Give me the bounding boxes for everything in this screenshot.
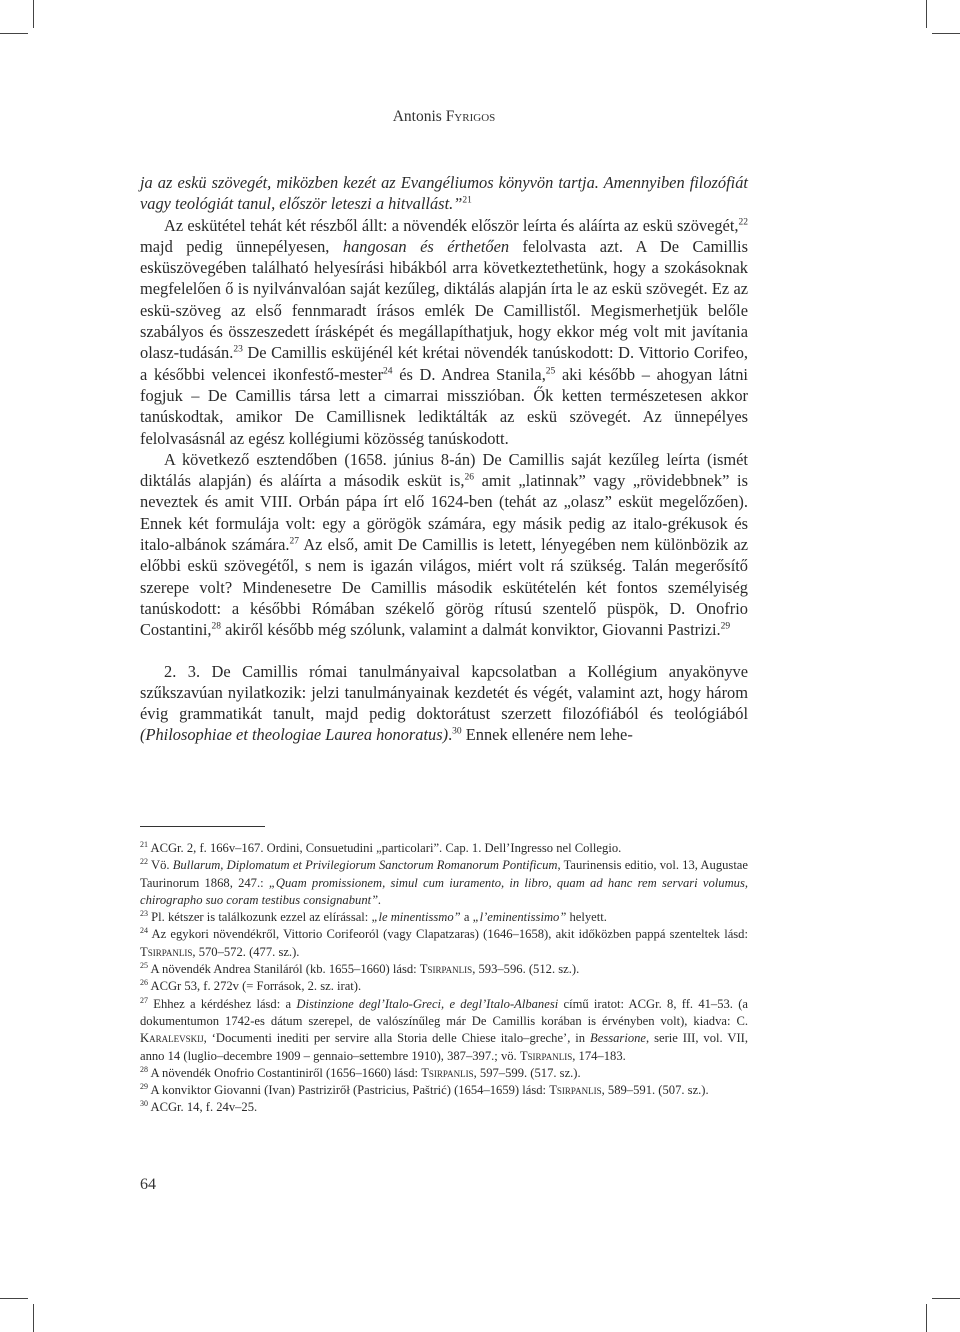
italic-text: Bullarum, Diplomatum et Privilegiorum Sanctorum Romanorum Pontificum	[172, 858, 558, 873]
footnote-number: 22	[140, 857, 148, 867]
text-run: aki később – ahogyan látni fogjuk – De Camillis társa lett a cimarrai misszióban. Ők ketten természetesen akkor tanúskodtak, amikor De Camillisnek lediktálták az eskü szövegét. Az ünnepélyes felolvasásnál az egész kollégiumi közösség tanúskodott.	[140, 364, 748, 448]
italic-text: Distinzione degl’Italo-Greci, e degl’Italo-Albanesi	[296, 996, 559, 1011]
text-run: Az eskütétel tehát két részből állt: a növendék először leírta és aláírta az eskü szövegét,	[164, 215, 739, 235]
text-run: ACGr 53, f. 272v (= Források, 2. sz. irat).	[150, 979, 362, 994]
footnote-ref: 25	[545, 366, 556, 377]
running-head	[140, 108, 748, 126]
text-run: helyett.	[566, 910, 607, 925]
footnote-number: 21	[140, 839, 148, 849]
footnote-number: 25	[140, 960, 148, 970]
footnote-number: 29	[140, 1081, 148, 1091]
paragraph	[140, 172, 748, 215]
text-run: Pl. kétszer is találkozunk ezzel az elírással:	[151, 910, 372, 925]
footnote-number: 28	[140, 1064, 148, 1074]
footnote-ref: 29	[720, 621, 731, 632]
footnote	[140, 1065, 748, 1082]
text-run: felolvasta azt. A De Camillis esküszövegében található helyesírási hibákból arra következtethetünk, hogy a szokásoknak megfelelően ő is nyilvánvalóan saját kezűleg, diktálás alapján írta le az eskü szövegét. Ez az eskü-szöveg az első fennmaradt írásos emlék De Camillistől. Megismerhetjük belőle szabályos és összeszedett írásképét és megállapíthatjuk, hogy ekkor még volt mit javítania olasz-tudásán.	[140, 236, 748, 363]
italic-text: „l’eminentissimo”	[472, 910, 567, 925]
footnote-ref: 22	[738, 217, 748, 228]
footnote-ref: 26	[464, 472, 474, 483]
text-run: , 570–572. (477. sz.).	[192, 944, 300, 959]
footnote-number: 27	[140, 995, 148, 1005]
paragraph	[140, 449, 748, 641]
crop-mark	[33, 1304, 34, 1332]
text-run: a	[460, 910, 473, 925]
footnote	[140, 961, 748, 978]
footnote-number: 24	[140, 926, 148, 936]
text-run: című iratot: ACGr. 8, ff. 41–53. (a dokumentumon 1742-es dátum szerepel, de valószínűleg már De Camillis korában is érvényben volt), kiadva: C.	[140, 996, 748, 1028]
small-caps-text: Tsirpanlis	[519, 1048, 573, 1063]
page-number: 64	[140, 1176, 156, 1193]
text-run: De Camillis esküjénél két krétai növendék tanúskodott: D. Vittorio Corifeo, a későbbi velencei ikonfestő-mester	[140, 343, 748, 384]
small-caps-text: Tsirpanlis	[140, 944, 193, 959]
crop-mark	[932, 33, 960, 34]
footnote-separator	[140, 826, 265, 827]
footnote-number: 26	[140, 978, 148, 988]
text-run: ACGr. 14, f. 24v–25.	[150, 1100, 258, 1115]
text-run: , ‘Documenti inediti per servire alla Storia delle Chiese italo–greche’, in	[203, 1031, 591, 1046]
crop-mark	[0, 1298, 28, 1299]
text-run: 2. 3. De Camillis római tanulmányaival kapcsolatban a Kollégium anyakönyve szűkszavúan nyilatkozik: jelzi tanulmányainak kezdetét és végét, valamint azt, hogy három évig grammatikát tanult, majd pedig doktorátust szerzett filozófiából és teológiából	[140, 661, 748, 724]
text-run: Vö.	[150, 858, 173, 873]
text-run: A növendék Onofrio Costantiniről (1656–1660) lásd:	[150, 1065, 422, 1080]
text-run: A növendék Andrea Staniláról (kb. 1655–1660) lásd:	[150, 962, 420, 977]
footnote-ref: 28	[211, 621, 221, 632]
text-run: amit „latinnak” vagy „rövidebbnek” is neveztek és amit VIII. Orbán pápa írt elő 1624-ben (tehát az „olasz” esküt megelőzően). Ennek két formulája volt: egy a görögök számára, egy másik pedig az italo-grékusok és italo-albánok számára.	[140, 471, 748, 555]
footnote-ref: 30	[452, 726, 462, 737]
text-run: és D. Andrea Stanila,	[392, 364, 546, 384]
footnote-ref: 23	[233, 344, 243, 355]
text-run: , serie III, vol. VII, anno 14 (luglio–decembre 1909 – gennaio–settembre 1910), 387–397.; vö.	[140, 1031, 749, 1063]
author-last-name: Fyrigos	[445, 108, 496, 125]
small-caps-text: Tsirpanlis	[549, 1083, 602, 1098]
section-paragraph	[140, 661, 748, 746]
text-run: Ehhez a kérdéshez lásd: a	[153, 996, 297, 1011]
text-run: , 589–591. (507. sz.).	[601, 1083, 709, 1098]
small-caps-text: Tsirpanlis	[421, 1065, 474, 1080]
text-run: Ennek ellenére nem lehe-	[461, 725, 633, 745]
text-run: A következő esztendőben (1658. június 8-án) De Camillis saját kezűleg leírta (ismét diktálás alapján) és aláírta a második esküt is,	[140, 449, 748, 491]
italic-text: „Quam promissionem, simul cum iuramento, in libro, quam ad hanc rem servari volumus, chirographo suo coram testibus consignabunt”.	[140, 875, 749, 907]
italic-text: ja az eskü szövegét, miközben kezét az Evangéliumos könyvön tartja. Amennyiben filozófiát vagy teológiát tanul, először leteszi a hitvallást.”	[140, 173, 748, 214]
text-run: A konviktor Giovanni (Ivan) Pastrizirőł (Pastricius, Paštrić) (1654–1659) lásd:	[150, 1083, 550, 1098]
text-run: Az egykori növendékről, Vittorio Corifeoról (vagy Clapatzaras) (1646–1658), akit időközben pappá szenteltek lásd:	[151, 927, 748, 942]
footnote-number: 23	[140, 909, 148, 918]
crop-mark	[926, 0, 927, 28]
text-run: akiről később még szólunk, valamint a dalmát konviktor, Giovanni Pastrizi.	[221, 620, 721, 640]
text-run: Az első, amit De Camillis is letett, lényegében nem különbözik az előbbi eskü szövegétől, s nem is igazán világos, miért volt rá szükség. Talán megerősítő szerepe volt? Mindenesetre De Camillis második eskütételén két fontos személyiség tanúskodott: a későbbi Rómában székelő görög rítusú szentelő püspök, D. Onofrio Costantini,	[140, 535, 748, 640]
text-run: , Taurinensis editio, vol. 13, Augustae Taurinorum 1868, 247.:	[140, 858, 748, 890]
crop-mark	[926, 1304, 927, 1332]
crop-mark	[932, 1298, 960, 1299]
footnote-number: 30	[140, 1099, 148, 1109]
footnote-ref: 24	[383, 366, 393, 377]
italic-text: Bessarione	[590, 1031, 646, 1046]
footnote	[140, 926, 748, 961]
footnote	[140, 1099, 748, 1116]
crop-mark	[33, 0, 34, 28]
text-run: , 593–596. (512. sz.).	[472, 962, 580, 977]
paragraph	[140, 215, 748, 449]
small-caps-text: Tsirpanlis	[419, 962, 473, 977]
footnote	[140, 909, 748, 926]
footnote-ref: 27	[289, 536, 299, 547]
text-run: ACGr. 2, f. 166v–167. Ordini, Consuetudini „particolari”. Cap. 1. Dell’Ingresso nel Collegio.	[150, 841, 622, 855]
body-text	[140, 172, 748, 746]
footnote-ref: 21	[462, 195, 472, 206]
italic-text: „le minentissmo”	[371, 910, 461, 925]
footnote	[140, 840, 748, 857]
italic-text: (Philosophiae et theologiae Laurea honoratus)	[140, 725, 449, 745]
text-run: .	[448, 725, 453, 745]
footnote	[140, 1082, 748, 1099]
text-run: , 174–183.	[572, 1048, 626, 1063]
small-caps-text: Karalevskij	[140, 1031, 204, 1046]
text-run: majd pedig ünnepélyesen,	[140, 236, 343, 256]
footnote	[140, 978, 748, 995]
footnotes	[140, 840, 748, 1117]
text-run: , 597–599. (517. sz.).	[473, 1065, 581, 1080]
footnote	[140, 996, 748, 1065]
crop-mark	[0, 33, 28, 34]
author-first-name: Antonis	[392, 108, 442, 125]
italic-text: hangosan és érthetően	[342, 236, 510, 256]
footnote	[140, 857, 748, 909]
